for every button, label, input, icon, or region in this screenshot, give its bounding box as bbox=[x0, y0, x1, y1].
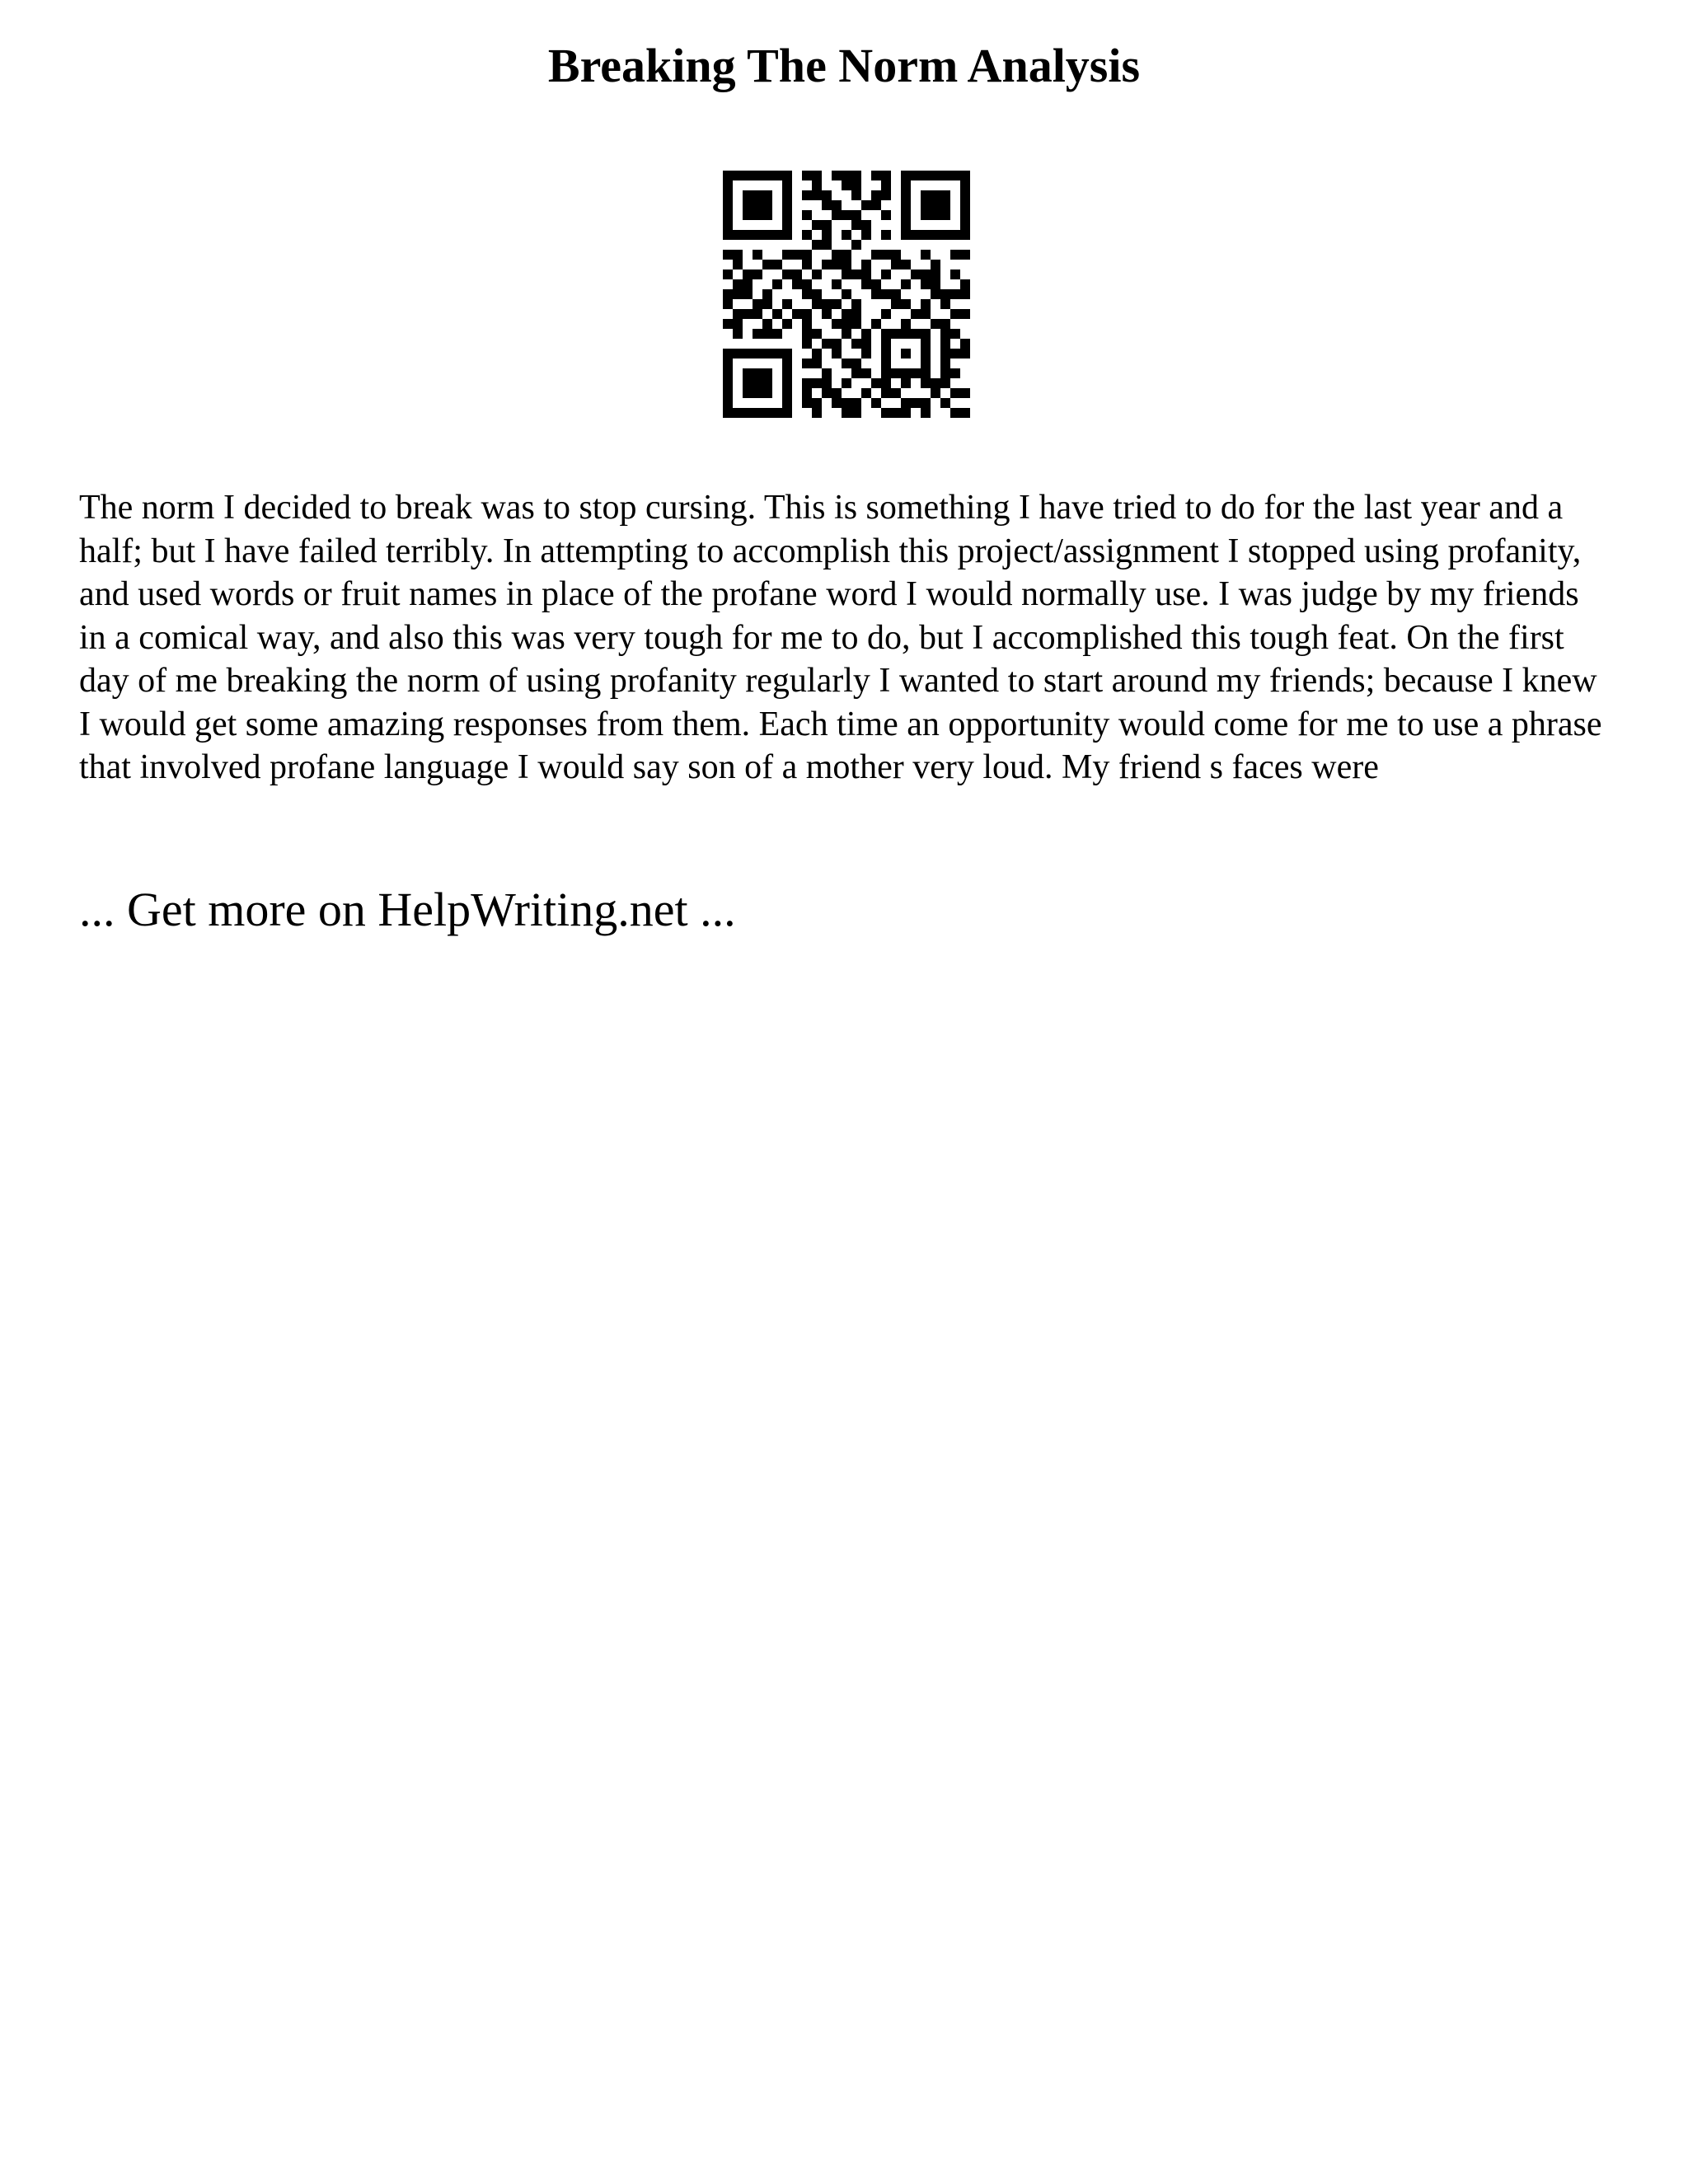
page-title: Breaking The Norm Analysis bbox=[547, 39, 1141, 92]
qr-code-icon bbox=[723, 171, 970, 418]
get-more-link[interactable]: ... Get more on HelpWriting.net ... bbox=[79, 883, 736, 936]
body-paragraph: The norm I decided to break was to stop cursing. This is something I have tried to do for the last year and a half; but I have failed terribly. In attempting to accomplish this project/assignment I stopped using profanity, and used words or fruit names in place of the profane word I would normally use. I was judge by my friends in a comical way, and also this was very tough for me to do, but I accomplished this tough feat. On the first day of me breaking the norm of using profanity regularly I wanted to start around my friends; because I knew I would get some amazing responses from them. Each time an opportunity would come for me to use a phrase that involved profane language I would say son of a mother very loud. My friend s faces were bbox=[79, 489, 1602, 786]
